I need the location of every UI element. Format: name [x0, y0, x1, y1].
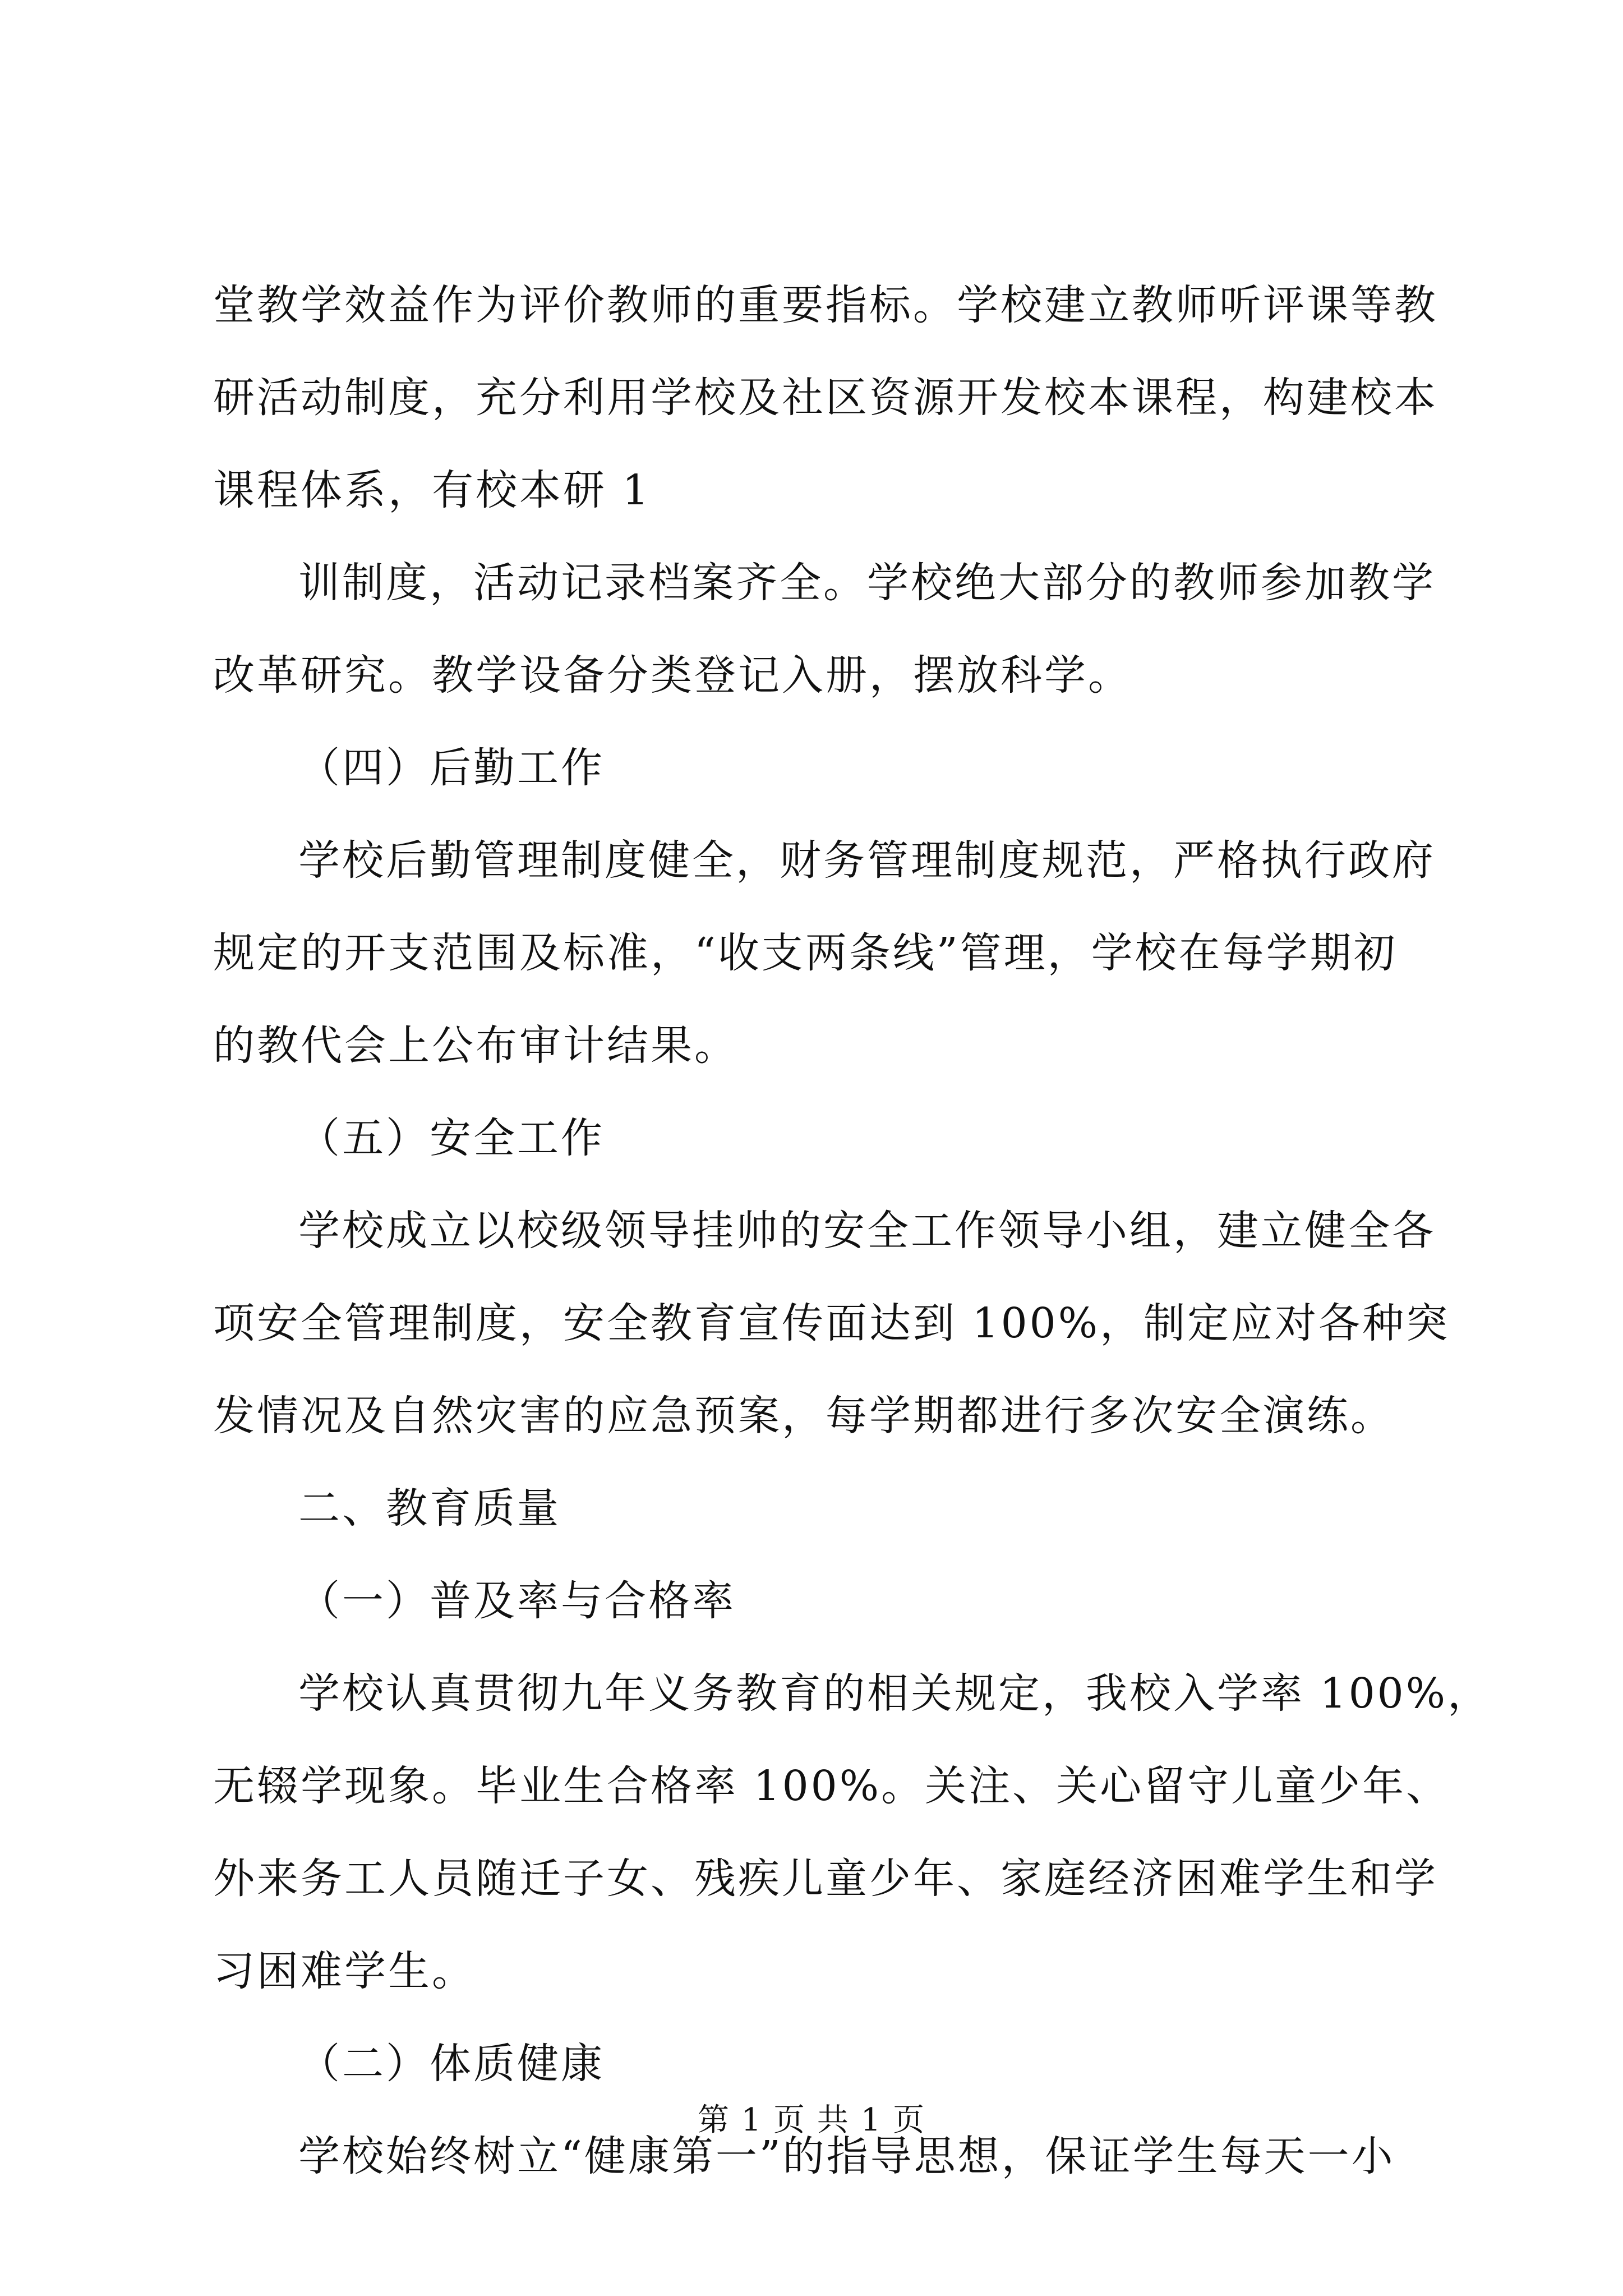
section-heading: （一）普及率与合格率	[298, 1577, 736, 1625]
text-line: 无辍学现象。毕业生合格率 100%。关注、关心留守儿童少年、	[213, 1762, 1450, 1810]
paragraph-start-line: 学校后勤管理制度健全，财务管理制度规范，严格执行政府	[298, 836, 1436, 885]
text-line: 外来务工人员随迁子女、残疾儿童少年、家庭经济困难学生和学	[213, 1855, 1438, 1903]
paragraph-start-line: 学校成立以校级领导挂帅的安全工作领导小组，建立健全各	[298, 1207, 1436, 1255]
paragraph-start-line: 训制度，活动记录档案齐全。学校绝大部分的教师参加教学	[298, 559, 1436, 607]
text-line: 发情况及自然灾害的应急预案，每学期都进行多次安全演练。	[213, 1392, 1394, 1440]
section-heading: （五）安全工作	[298, 1114, 605, 1162]
chapter-heading: 二、教育质量	[298, 1484, 561, 1533]
section-heading: （四）后勤工作	[298, 744, 605, 792]
paragraph-start-line: 学校始终树立“健康第一”的指导思想，保证学生每天一小	[298, 2132, 1395, 2180]
text-line: 堂教学效益作为评价教师的重要指标。学校建立教师听评课等教	[213, 281, 1438, 329]
paragraph-start-line: 学校认真贯彻九年义务教育的相关规定，我校入学率 100%，	[298, 1669, 1492, 1718]
text-line: 改革研究。教学设备分类登记入册，摆放科学。	[213, 651, 1132, 700]
text-line: 项安全管理制度，安全教育宣传面达到 100%，制定应对各种突	[213, 1299, 1450, 1347]
text-line: 的教代会上公布审计结果。	[213, 1022, 738, 1070]
text-line: 课程体系，有校本研 1	[213, 466, 651, 514]
text-line: 研活动制度，充分利用学校及社区资源开发校本课程，构建校本	[213, 374, 1438, 422]
section-heading: （二）体质健康	[298, 2040, 605, 2088]
text-line: 习困难学生。	[213, 1947, 476, 1995]
text-line: 规定的开支范围及标准，“收支两条线”管理，学校在每学期初	[213, 929, 1398, 977]
document-body	[213, 259, 1492, 2203]
page-footer: 第 1 页 共 1 页	[697, 2102, 926, 2138]
